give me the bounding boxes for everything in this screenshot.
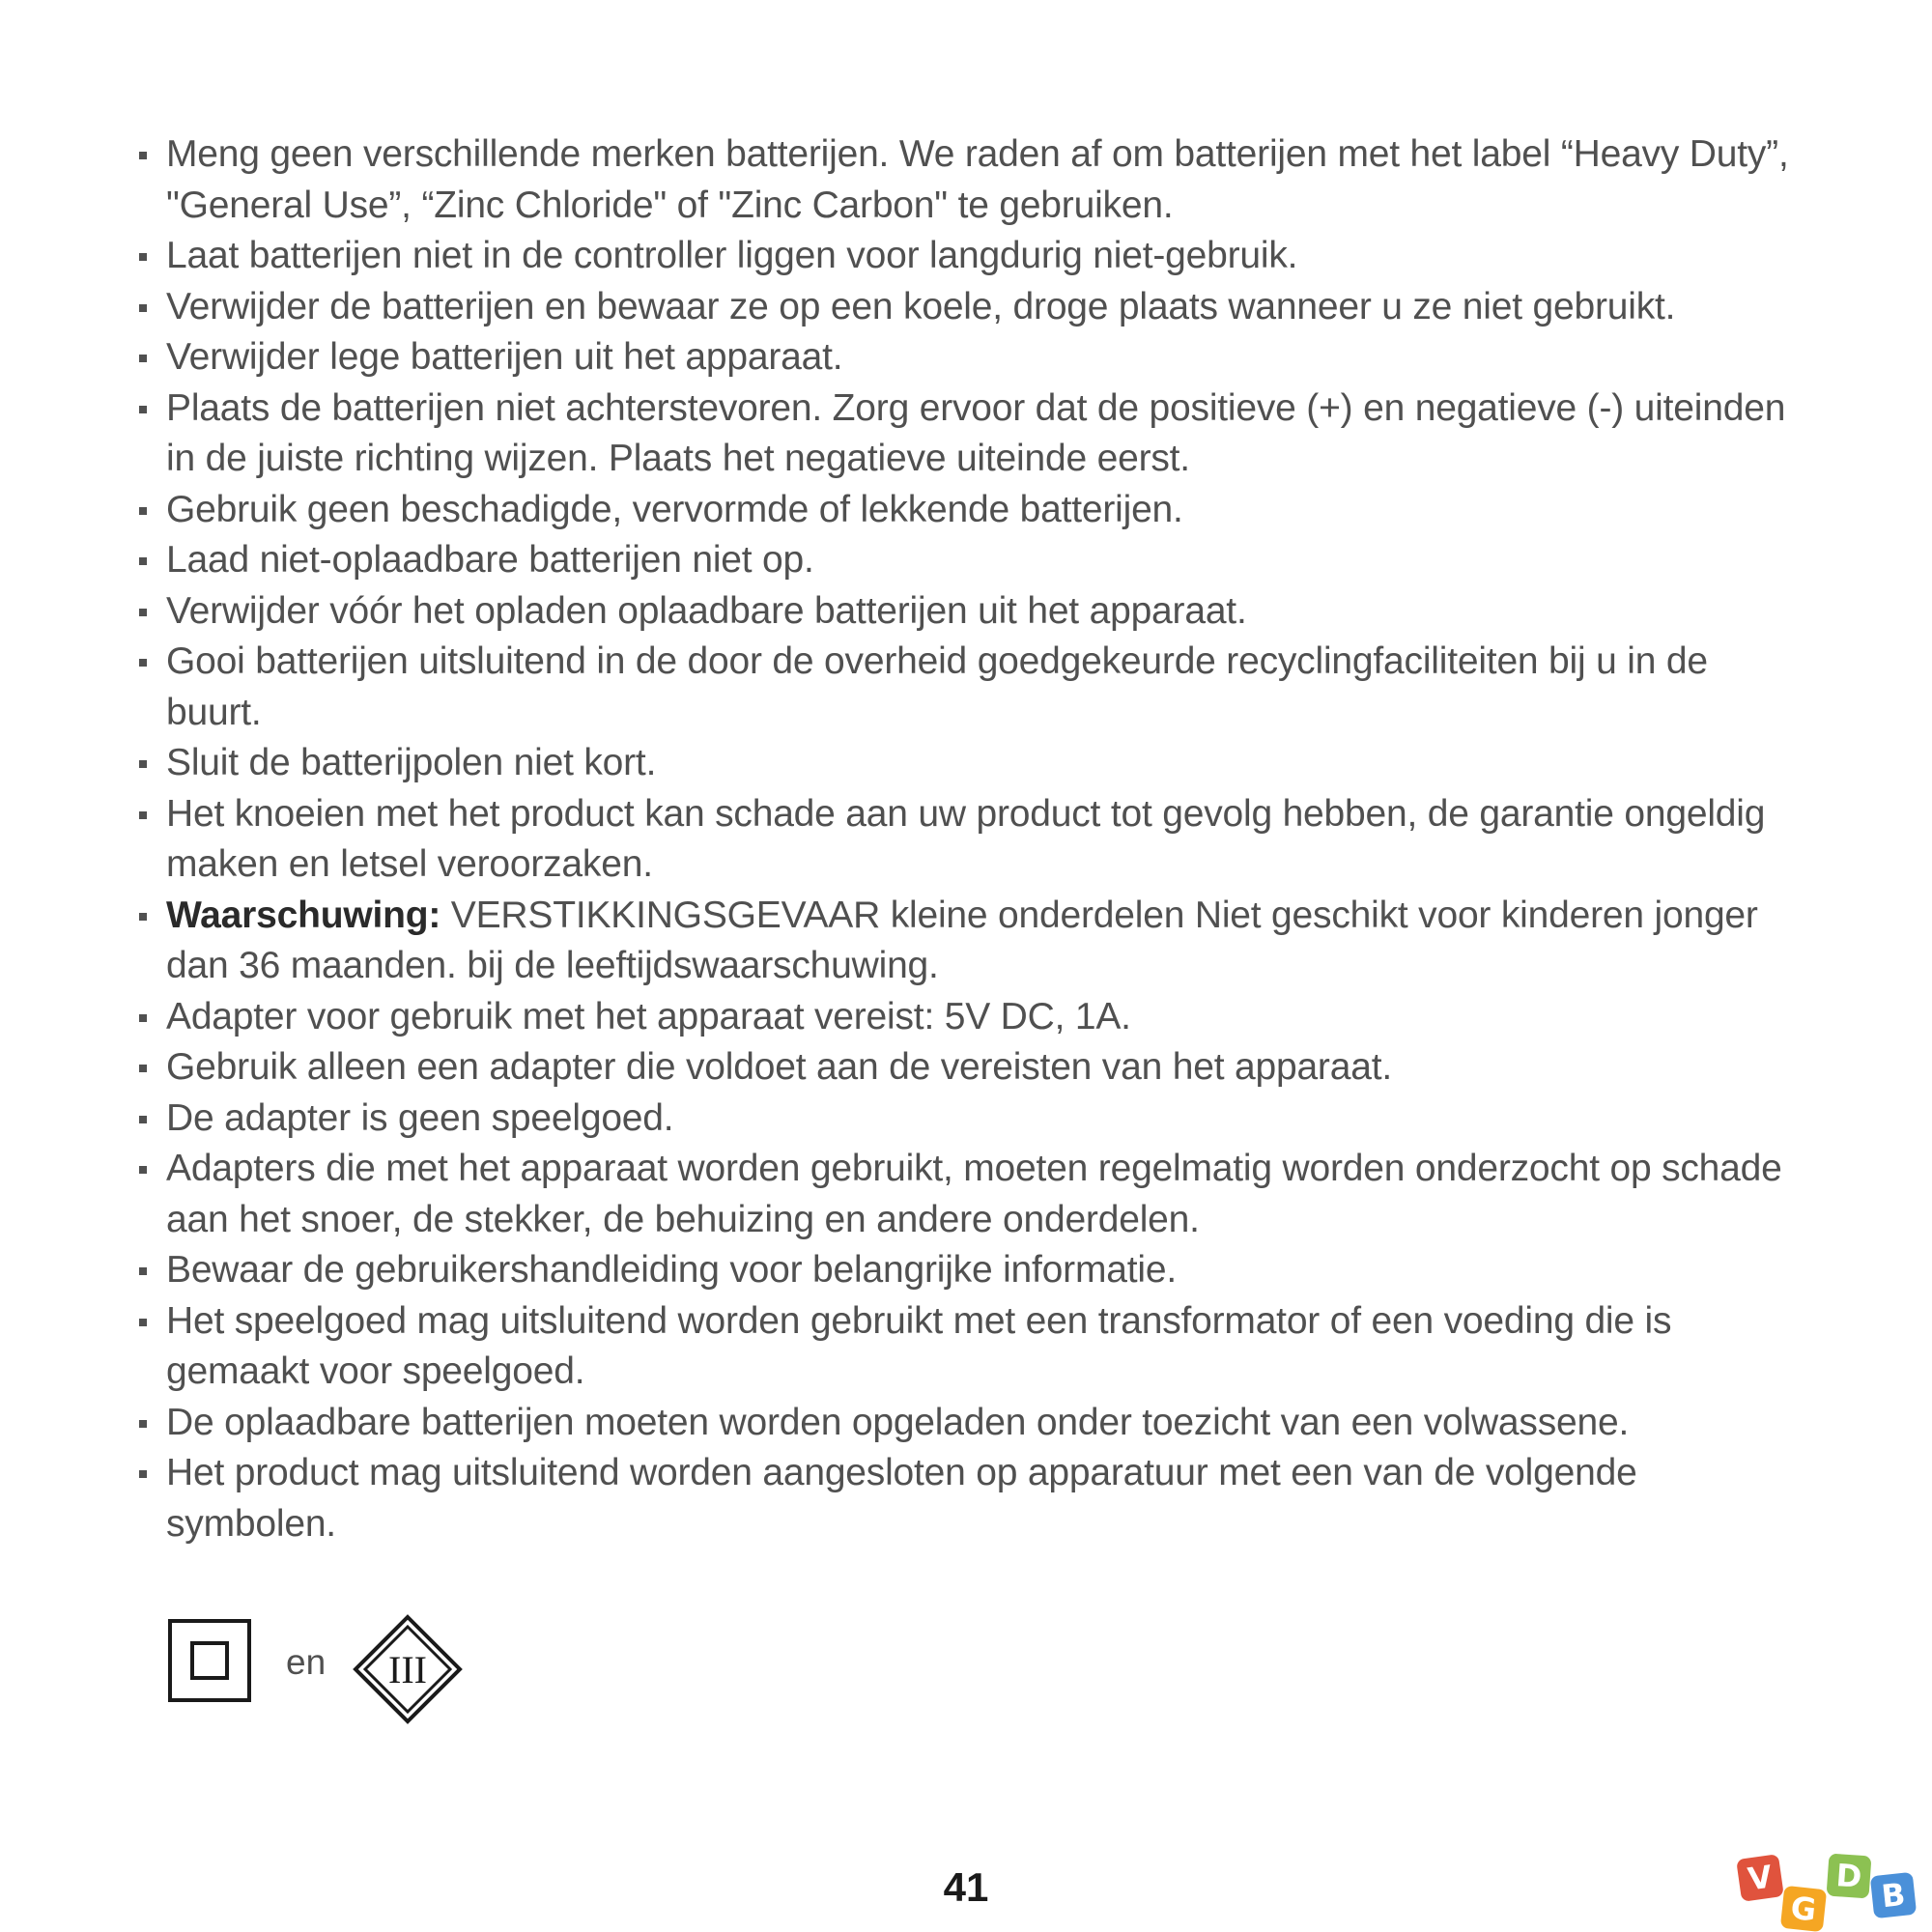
safety-instructions-list — [135, 129, 1797, 1549]
list-item — [135, 1448, 1797, 1549]
list-item-text: Het knoeien met het product kan schade aan uw product tot gevolg hebben, de garantie ongeldig maken en letsel veroorzaken. — [166, 792, 1766, 885]
list-item-text: Laat batterijen niet in de controller liggen voor langdurig niet-gebruik. — [166, 235, 1298, 276]
bullet-icon — [139, 1420, 147, 1428]
list-item — [135, 637, 1797, 738]
page-number: 41 — [943, 1864, 989, 1910]
bullet-icon — [139, 609, 147, 616]
list-item-text: Het product mag uitsluitend worden aangesloten op apparatuur met een van de volgende symbolen. — [166, 1452, 1637, 1545]
list-item — [135, 535, 1797, 586]
bullet-icon — [139, 811, 147, 819]
diamond-iii-icon — [352, 1613, 464, 1725]
required-symbols — [168, 1619, 477, 1706]
list-item-text: Verwijder lege batterijen uit het apparaat. — [166, 336, 843, 378]
bullet-icon — [139, 760, 147, 768]
list-item-text: Het speelgoed mag uitsluitend worden gebruikt met een transformator of een voeding die is gemaakt voor speelgoed. — [166, 1299, 1672, 1392]
list-item-text: VERSTIKKINGSGEVAAR kleine onderdelen Niet geschikt voor kinderen jonger dan 36 maanden. bij de leeftijdswaarschuwing. — [166, 894, 1758, 986]
bullet-icon — [139, 355, 147, 362]
list-item-text: Adapters die met het apparaat worden gebruikt, moeten regelmatig worden onderzocht op schade aan het snoer, de stekker, de behuizing en andere onderdelen. — [166, 1148, 1782, 1240]
logo-tile-d: D — [1827, 1854, 1872, 1899]
vgdb-watermark-logo — [1734, 1853, 1932, 1932]
list-item-text: Plaats de batterijen niet achterstevoren. Zorg ervoor dat de positieve (+) en negatieve (-) uiteinden in de juiste richting wijzen. Plaats het negatieve uiteinde eerst. — [166, 386, 1786, 479]
list-item — [135, 1296, 1797, 1398]
list-item — [135, 992, 1797, 1043]
list-item — [135, 891, 1797, 992]
double-square-inner — [190, 1641, 229, 1680]
bullet-icon — [139, 1470, 147, 1478]
list-item — [135, 1398, 1797, 1449]
bullet-icon — [139, 507, 147, 515]
list-item-text: Gebruik geen beschadigde, vervormde of lekkende batterijen. — [166, 488, 1183, 530]
bullet-icon — [139, 253, 147, 261]
bullet-icon — [139, 406, 147, 413]
list-item — [135, 485, 1797, 536]
list-item — [135, 738, 1797, 789]
list-item — [135, 231, 1797, 282]
list-item — [135, 789, 1797, 891]
list-item — [135, 1144, 1797, 1245]
list-item-text: Bewaar de gebruikershandleiding voor belangrijke informatie. — [166, 1249, 1177, 1291]
bullet-icon — [139, 1116, 147, 1123]
list-item-text: Verwijder vóór het opladen oplaadbare batterijen uit het apparaat. — [166, 589, 1247, 632]
bullet-icon — [139, 152, 147, 159]
bullet-icon — [139, 913, 147, 921]
list-item — [135, 1245, 1797, 1296]
list-item-text: Gooi batterijen uitsluitend in de door de overheid goedgekeurde recyclingfaciliteiten bij u in de buurt. — [166, 640, 1708, 733]
bullet-icon — [139, 1166, 147, 1174]
list-item — [135, 384, 1797, 485]
list-item — [135, 282, 1797, 333]
bullet-icon — [139, 1319, 147, 1326]
bullet-icon — [139, 659, 147, 667]
list-item-text: Sluit de batterijpolen niet kort. — [166, 742, 657, 783]
bullet-icon — [139, 557, 147, 565]
list-item-text: De adapter is geen speelgoed. — [166, 1096, 674, 1139]
warning-label: Waarschuwing: — [166, 894, 441, 936]
logo-tile-v: V — [1736, 1854, 1784, 1902]
diamond-iii-label: III — [388, 1648, 427, 1691]
list-item — [135, 586, 1797, 638]
list-item-text: Verwijder de batterijen en bewaar ze op een koele, droge plaats wanneer u ze niet gebruikt. — [166, 285, 1676, 327]
double-square-icon — [168, 1619, 251, 1702]
list-item-text: Laad niet-oplaadbare batterijen niet op. — [166, 539, 814, 581]
bullet-icon — [139, 1267, 147, 1275]
list-item — [135, 1042, 1797, 1094]
bullet-icon — [139, 1014, 147, 1022]
logo-tile-g: G — [1780, 1886, 1827, 1932]
logo-tile-b: B — [1870, 1872, 1917, 1918]
list-item-text: Adapter voor gebruik met het apparaat vereist: 5V DC, 1A. — [166, 995, 1131, 1037]
symbols-connector-text: en — [286, 1642, 327, 1682]
list-item — [135, 1094, 1797, 1145]
list-item-text: Meng geen verschillende merken batterijen. We raden af om batterijen met het label “Heavy Duty”, "General Use”, “Zinc Chloride" of "Zinc Carbon" te gebruiken. — [166, 133, 1789, 226]
bullet-icon — [139, 1065, 147, 1072]
list-item-text: Gebruik alleen een adapter die voldoet aan de vereisten van het apparaat. — [166, 1046, 1392, 1088]
list-item — [135, 129, 1797, 231]
list-item-text: De oplaadbare batterijen moeten worden opgeladen onder toezicht van een volwassene. — [166, 1401, 1630, 1443]
list-item — [135, 332, 1797, 384]
bullet-icon — [139, 304, 147, 312]
